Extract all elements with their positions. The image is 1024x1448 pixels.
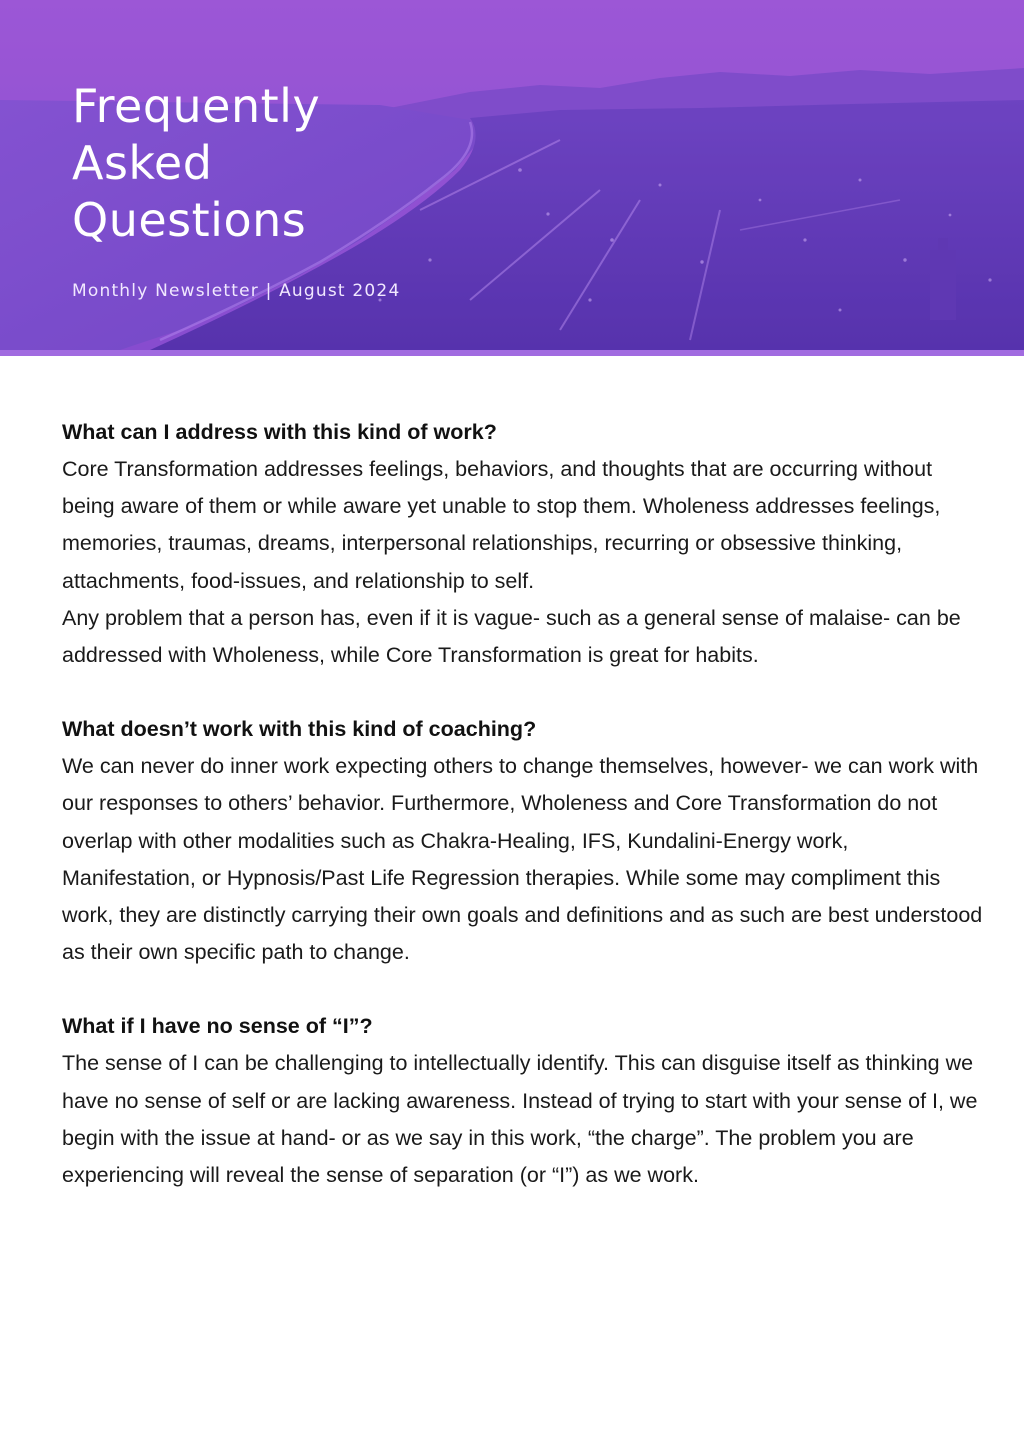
title-line: Asked bbox=[72, 136, 213, 190]
title-line: Frequently bbox=[72, 79, 321, 133]
faq-item bbox=[62, 711, 987, 971]
title-line: Questions bbox=[72, 193, 307, 247]
faq-question: What if I have no sense of “I”? bbox=[62, 1014, 373, 1039]
faq-question: What doesn’t work with this kind of coaching? bbox=[62, 717, 537, 742]
newsletter-subtitle: Monthly Newsletter | August 2024 bbox=[72, 281, 401, 301]
header-divider bbox=[0, 350, 1024, 356]
faq-answer-paragraph: Any problem that a person has, even if it is vague- such as a general sense of malaise- can be addressed with Wholeness, while Core Transformation is great for habits. bbox=[62, 605, 961, 668]
page-title bbox=[72, 78, 472, 249]
faq-item bbox=[62, 414, 987, 674]
faq-item bbox=[62, 1008, 987, 1194]
faq-answer-paragraph: Core Transformation addresses feelings, behaviors, and thoughts that are occurring without being aware of them or while aware yet unable to stop them. Wholeness addresses feelings, memories, traumas, dreams, interpersonal relationships, recurring or obsessive thinking, attachments, food-issues, and relationship to self. bbox=[62, 457, 941, 593]
faq-question: What can I address with this kind of work? bbox=[62, 420, 497, 444]
header-banner bbox=[0, 0, 1024, 350]
faq-answer-paragraph: We can never do inner work expecting others to change themselves, however- we can work with our responses to others’ behavior. Furthermore, Wholeness and Core Transformation do not overlap with other modalities such as Chakra-Healing, IFS, Kundalini-Energy work, Manifestation, or Hypnosis/Past Life Regression therapies. While some may compliment this work, they are distinctly carrying their own goals and definitions and as such are best understood as their own specific path to change. bbox=[62, 754, 983, 965]
faq-answer-paragraph: The sense of I can be challenging to intellectually identify. This can disguise itself as thinking we have no sense of self or are lacking awareness. Instead of trying to start with your sense of I, we begin with the issue at hand- or as we say in this work, “the charge”. The problem you are experiencing will reveal the sense of separation (or “I”) as we work. bbox=[62, 1051, 978, 1188]
faq-list bbox=[62, 414, 987, 1231]
